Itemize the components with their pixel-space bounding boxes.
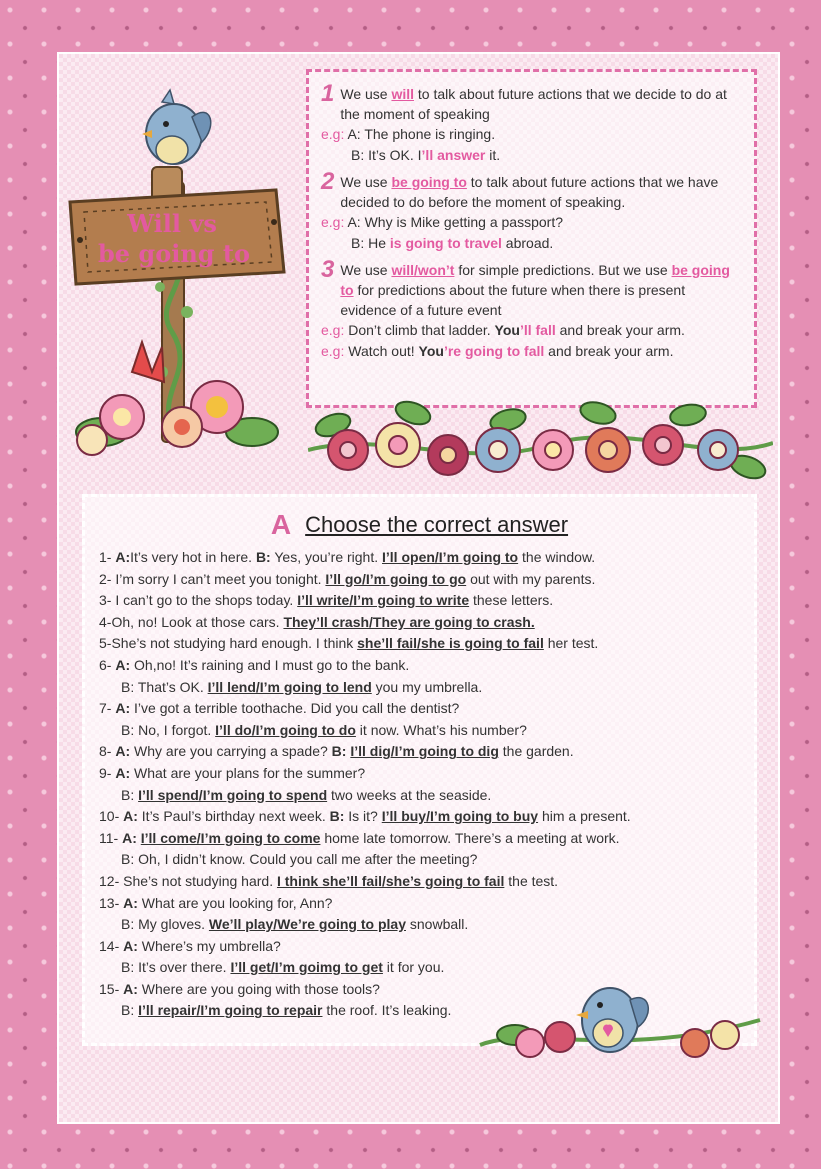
speaker-label: A: <box>123 937 138 954</box>
speaker-label: A: <box>115 549 131 565</box>
speaker-label: A: <box>123 808 138 825</box>
text-segment: 14- <box>99 937 124 954</box>
answer-choice: I’ll come/I’m going to come <box>140 829 321 846</box>
exercise-box <box>82 494 757 1046</box>
speaker-label: A: <box>122 829 137 846</box>
rule-number: 3 <box>321 256 335 283</box>
exercise-item <box>99 612 740 634</box>
answer-choice: I’ll repair/I’m going to repair <box>138 1002 323 1019</box>
answer-choice: she’ll fail/she is going to fail <box>357 635 544 652</box>
text-segment: Oh,no! It’s raining and I must go to the bank. <box>130 656 410 673</box>
signpost-icon <box>62 72 292 457</box>
text-segment: 5-She’s not studying hard enough. I think <box>99 635 358 652</box>
speaker-label: B: <box>329 808 345 825</box>
exercise-item <box>99 828 740 850</box>
speaker-label: A: <box>115 743 131 760</box>
rule-head <box>321 80 742 124</box>
text-segment: for simple predictions. But we use <box>454 262 672 278</box>
text-segment: her test. <box>543 635 599 652</box>
highlight: ’re going to fall <box>443 343 545 359</box>
example-label: e.g: <box>321 322 349 338</box>
sign-line-1: Will vs <box>127 209 217 238</box>
exercise-lines <box>99 547 740 1022</box>
text-segment: 12- She’s not studying hard. <box>99 872 277 889</box>
keyword: be going to <box>391 174 467 190</box>
answer-choice: They’ll crash/They are going to crash. <box>283 613 535 630</box>
text-segment: Yes, you’re right. <box>270 549 383 565</box>
speaker-label: You <box>418 343 444 359</box>
exercise-item <box>99 633 740 655</box>
rule-example <box>321 124 742 145</box>
text-segment: the window. <box>518 549 596 565</box>
text-segment: Why are you carrying a spade? <box>130 743 332 760</box>
text-segment: and break your arm. <box>544 343 674 359</box>
rule-example <box>321 145 742 166</box>
text-segment: 11- <box>99 829 123 846</box>
text-segment: out with my parents. <box>466 570 596 587</box>
answer-choice: I’ll dig/I’m going to dig <box>350 743 499 760</box>
text-segment: B: My gloves. <box>121 916 209 933</box>
rule-example <box>321 212 742 233</box>
keyword: will <box>391 86 415 102</box>
text-segment: it. <box>485 147 501 163</box>
text-segment: B: He <box>351 235 390 251</box>
exercise-item <box>99 936 740 958</box>
text-segment: him a present. <box>538 808 631 825</box>
text-segment: the roof. It’s leaking. <box>322 1002 452 1019</box>
text-segment: We use <box>340 86 392 102</box>
highlight: is going to travel <box>389 235 502 251</box>
exercise-item <box>99 849 740 871</box>
text-segment: and break your arm. <box>555 322 685 338</box>
text-segment: snowball. <box>406 916 469 933</box>
speaker-label: A: <box>115 764 131 781</box>
text-segment: abroad. <box>501 235 554 251</box>
text-segment: A: The phone is ringing. <box>347 126 496 142</box>
text-segment: B: <box>121 786 139 803</box>
text-segment: the garden. <box>498 743 574 760</box>
exercise-item <box>99 677 740 699</box>
text-segment: We use <box>340 174 392 190</box>
text-segment: What are you looking for, Ann? <box>137 894 333 911</box>
exercise-item <box>99 720 740 742</box>
text-segment: for predictions about the future when there is present evidence of a future event <box>340 282 686 318</box>
text-segment: B: It’s over there. <box>121 959 231 976</box>
text-segment: What are your plans for the summer? <box>130 764 366 781</box>
rule-number: 2 <box>321 168 335 195</box>
rule-text <box>340 172 742 212</box>
exercise-item <box>99 893 740 915</box>
speaker-label: A: <box>115 700 131 717</box>
text-segment: 7- <box>99 700 116 717</box>
rule-block <box>321 168 742 254</box>
text-segment: 6- <box>99 656 116 673</box>
text-segment: Is it? <box>344 808 382 825</box>
exercise-item <box>99 871 740 893</box>
answer-choice: I’ll get/I’m goimg to get <box>230 959 383 976</box>
exercise-item <box>99 763 740 785</box>
text-segment: B: It’s OK. I <box>351 147 422 163</box>
text-segment: It’s Paul’s birthday next week. <box>137 808 330 825</box>
text-segment: it for you. <box>382 959 445 976</box>
exercise-item <box>99 806 740 828</box>
bird-icon <box>142 90 211 164</box>
text-segment: B: That’s OK. <box>121 678 208 695</box>
exercise-item <box>99 590 740 612</box>
text-segment: the test. <box>504 872 559 889</box>
answer-choice: I’ll open/I’m going to <box>382 549 519 565</box>
text-segment: It’s very hot in here. <box>130 549 256 565</box>
text-segment: Don’t climb that ladder. <box>348 322 495 338</box>
text-segment: two weeks at the seaside. <box>327 786 492 803</box>
text-segment: We use <box>340 262 392 278</box>
highlight: ’ll fall <box>519 322 556 338</box>
exercise-item <box>99 655 740 677</box>
text-segment: I’ve got a terrible toothache. Did you call the dentist? <box>130 700 460 717</box>
answer-choice: I think she’ll fail/she’s going to fail <box>276 872 505 889</box>
exercise-item <box>99 547 740 569</box>
text-segment: 15- <box>99 980 124 997</box>
speaker-label: B: <box>255 549 271 565</box>
answer-choice: I’ll go/I’m going to go <box>325 570 467 587</box>
exercise-letter: A <box>270 509 292 540</box>
answer-choice: I’ll buy/I’m going to buy <box>381 808 539 825</box>
rule-text <box>340 260 742 320</box>
speaker-label: B: <box>331 743 347 760</box>
rules-box <box>306 69 757 408</box>
exercise-title-text: Choose the correct answer <box>305 512 569 537</box>
example-label: e.g: <box>321 126 348 142</box>
answer-choice: I’ll lend/I’m going to lend <box>207 678 372 695</box>
speaker-label: A: <box>123 980 138 997</box>
answer-choice: I’ll do/I’m going to do <box>215 721 356 738</box>
text-segment: 8- <box>99 743 116 760</box>
example-label: e.g: <box>321 214 348 230</box>
rule-example <box>321 341 742 362</box>
rule-example <box>321 320 742 341</box>
text-segment: B: <box>121 1002 139 1019</box>
rule-text <box>340 84 742 124</box>
text-segment: 1- <box>99 549 116 565</box>
example-label: e.g: <box>321 343 349 359</box>
answer-choice: I’ll spend/I’m going to spend <box>138 786 328 803</box>
exercise-item <box>99 785 740 807</box>
exercise-item <box>99 569 740 591</box>
text-segment: 13- <box>99 894 124 911</box>
rule-head <box>321 256 742 320</box>
exercise-item <box>99 741 740 763</box>
text-segment: 10- <box>99 808 124 825</box>
bird-icon <box>470 965 770 1070</box>
speaker-label: You <box>494 322 520 338</box>
rule-number: 1 <box>321 80 335 107</box>
exercise-title <box>99 509 740 541</box>
text-segment: 9- <box>99 764 116 781</box>
answer-choice: We’ll play/We’re going to play <box>208 916 406 933</box>
keyword: be going to <box>340 262 730 298</box>
flower-garland-icon <box>308 395 773 495</box>
text-segment: to talk about future actions that we decide to do at the moment of speaking <box>340 86 727 122</box>
exercise-item <box>99 698 740 720</box>
text-segment: to talk about future actions that we have decided to do before the moment of speaking. <box>340 174 719 210</box>
text-segment: B: Oh, I didn’t know. Could you call me after the meeting? <box>121 851 478 868</box>
text-segment: 2- I’m sorry I can’t meet you tonight. <box>99 570 326 587</box>
text-segment: 4-Oh, no! Look at those cars. <box>99 613 284 630</box>
text-segment: these letters. <box>469 592 554 609</box>
sign-line-2: be going to <box>98 239 250 268</box>
text-segment: Where’s my umbrella? <box>137 937 281 954</box>
rule-example <box>321 233 742 254</box>
keyword: will/won’t <box>391 262 455 278</box>
rule-block <box>321 256 742 362</box>
speaker-label: A: <box>115 656 131 673</box>
text-segment: Where are you going with those tools? <box>137 980 380 997</box>
text-segment: you my umbrella. <box>371 678 483 695</box>
text-segment: 3- I can’t go to the shops today. <box>99 592 298 609</box>
text-segment: A: Why is Mike getting a passport? <box>347 214 564 230</box>
text-segment: home late tomorrow. There’s a meeting at work. <box>320 829 620 846</box>
exercise-item <box>99 914 740 936</box>
speaker-label: A: <box>123 894 138 911</box>
rule-head <box>321 168 742 212</box>
answer-choice: I’ll write/I’m going to write <box>297 592 470 609</box>
text-segment: B: No, I forgot. <box>121 721 216 738</box>
text-segment: Watch out! <box>348 343 419 359</box>
rule-block <box>321 80 742 166</box>
highlight: ’ll answer <box>421 147 486 163</box>
text-segment: it now. What’s his number? <box>355 721 527 738</box>
